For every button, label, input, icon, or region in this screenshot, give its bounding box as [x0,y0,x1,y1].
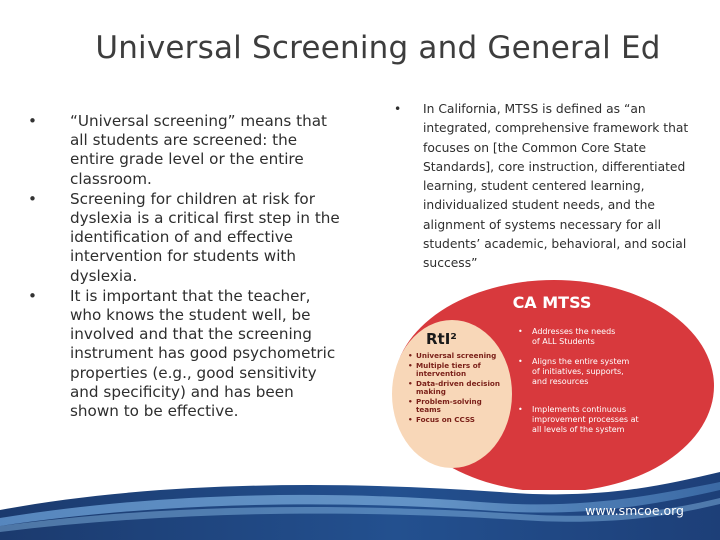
mtss-item-line: and resources [532,377,589,386]
footer-website-link[interactable]: www.smcoe.org [585,503,684,518]
rti-bullet-icon: • [408,379,413,388]
mtss-bullet-icon: • [518,357,523,366]
mtss-item-line: improvement processes at [532,415,639,424]
rti-item-line: Multiple tiers of [416,361,481,370]
bullet-dot-icon: • [28,286,37,305]
bullet-dot-icon: • [28,112,37,130]
bullet-dot-icon: • [28,189,37,208]
mtss-item-line: Addresses the needs [532,327,616,336]
rti-item: Universal screening [416,351,497,360]
rti-item-line: teams [416,405,441,414]
rti-item-line: intervention [416,369,467,378]
bullet-item [28,190,344,286]
bullet-item [28,112,344,189]
footer-decoration [0,452,720,540]
rti-bullet-icon: • [408,397,413,406]
bullet-text: “Universal screening” means that all students are screened: the entire grade level or the entire classroom. [70,112,327,188]
bullet-item [28,287,344,421]
rti-item-line: making [416,387,446,396]
mtss-bullet-icon: • [518,405,523,414]
rti-bullet-icon: • [408,351,413,360]
bullet-text: It is important that the teacher, who knows the student well, be involved and that the screening instrument has good psychometric properties (e.g., good sensitivity and specificity) and has been shown to be effective. [70,286,336,421]
mtss-item-line: of initiatives, supports, [532,367,624,376]
rti-bullet-icon: • [408,361,413,370]
mtss-item-line: Implements continuous [532,405,627,414]
bullet-dot-icon: • [394,102,402,116]
rti-label: RtI² [426,330,457,348]
bullet-text: Screening for children at risk for dyslexia is a critical first step in the identification of and effective intervention for students with dyslexia. [70,189,340,285]
mtss-item-line: Aligns the entire system [532,357,630,366]
mtss-item-line: of ALL Students [532,337,595,346]
rti-item-line: Data-driven decision [416,379,500,388]
slide-title: Universal Screening and General Ed [95,30,661,66]
rti-bullet-icon: • [408,415,413,424]
rti-item-line: Problem-solving [416,397,482,406]
mtss-header: CA MTSS [512,293,592,312]
mtss-item-line: all levels of the system [532,425,625,434]
left-bullet-list [28,112,344,422]
mtss-bullet-icon: • [518,327,523,336]
mtss-definition-text: In California, MTSS is defined as “an integrated, comprehensive framework that focuses on [the Common Core State Standards], core instruction, differentiated learning, student centered learning, individualized student needs, and the alignment of systems necessary for all students’ academic, behavioral, and social success” [423,102,689,271]
rti-item: Focus on CCSS [416,415,475,424]
